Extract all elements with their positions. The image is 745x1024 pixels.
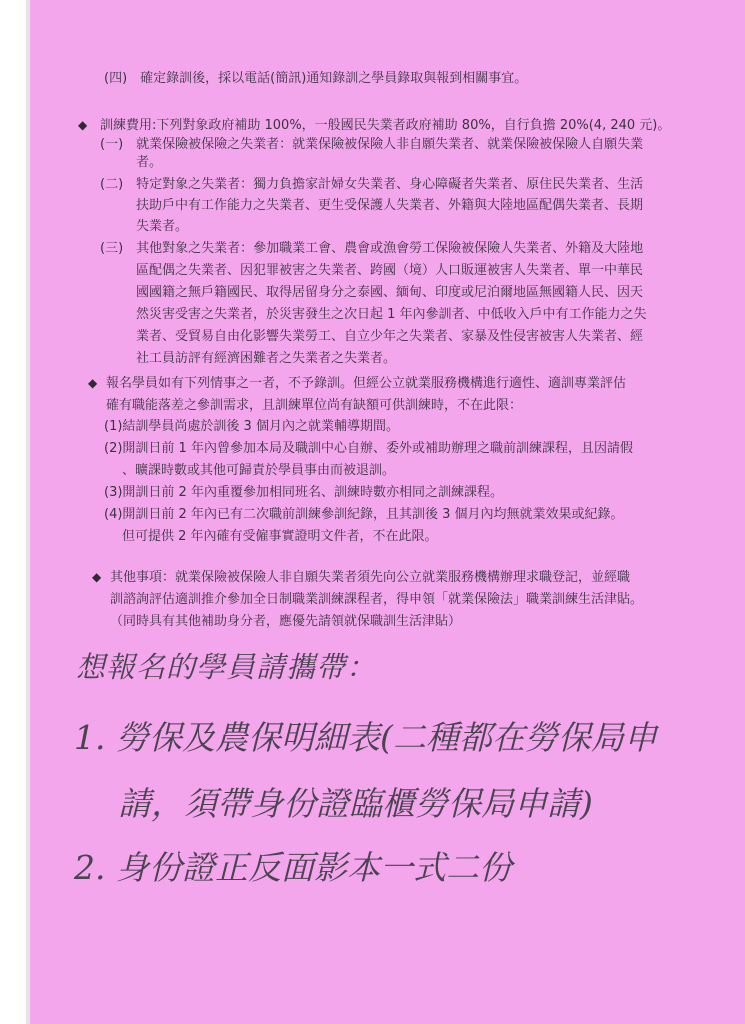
- other-line-2: 訓諮詢評估適訓推介參加全日制職業訓練課程者，得申領「就業保險法」職業訓練生活津貼。: [110, 592, 644, 607]
- fees-item-3-line-2: 區配偶之失業者、因犯罪被害之失業者、跨國（境）人口販運被害人失業者、單一中華民: [136, 263, 644, 278]
- other-line-1: 其他事項：就業保險被保險人非自願失業者須先向公立就業服務機構辦理求職登記，並經職: [110, 570, 631, 585]
- exclusions-line-2: 確有職能落差之參訓需求，且訓練單位尚有缺額可供訓練時，不在此限：: [106, 398, 523, 413]
- exclusions-line-1: 報名學員如有下列情事之一者，不予錄訓。但經公立就業服務機構進行適性、適訓專業評估: [106, 376, 627, 391]
- other-bullet-icon: ◆: [92, 570, 102, 584]
- fees-bullet-icon: ◆: [78, 118, 88, 132]
- fees-item-2-line-1: (二) 特定對象之失業者：獨力負擔家計婦女失業者、身心障礙者失業者、原住民失業者、生活: [100, 177, 644, 192]
- fees-item-2-line-2: 扶助戶中有工作能力之失業者、更生受保護人失業者、外籍與大陸地區配偶失業者、長期: [136, 198, 644, 213]
- exclusion-item-4-line-2: 但可提供 2 年內確有受僱事實證明文件者，不在此限。: [122, 529, 438, 544]
- exclusion-item-2-line-1: (2)開訓日前 1 年內曾參加本局及職訓中心自辦、委外或補助辦理之職前訓練課程，且因請假: [104, 441, 633, 456]
- other-line-3: （同時具有其他補助身分者，應優先請領就保職訓生活津貼）: [110, 614, 462, 629]
- handwritten-item-1-line-2: 請，須帶身份證臨櫃勞保局申請): [118, 784, 593, 823]
- fees-item-3-line-3: 國國籍之無戶籍國民、取得居留身分之泰國、緬甸、印度或尼泊爾地區無國籍人民、因天: [136, 285, 644, 300]
- handwritten-item-1-line-1: 1. 勞保及農保明細表(二種都在勞保局申: [74, 718, 657, 757]
- fees-item-1-line-1: (一) 就業保險被保險之失業者：就業保險被保險人非自願失業者、就業保險被保險人自願失業: [100, 137, 644, 152]
- handwritten-item-2: 2. 身份證正反面影本一式二份: [74, 848, 512, 887]
- fees-item-3-line-5: 業者、受貿易自由化影響失業勞工、自立少年之失業者、家暴及性侵害被害人失業者、經: [136, 329, 644, 344]
- fees-item-2-line-3: 失業者。: [136, 219, 189, 234]
- fees-item-3-line-4: 然災害受害之失業者，於災害發生之次日起 1 年內參訓者、中低收入戶中有工作能力之失: [136, 307, 647, 322]
- section-4-line: (四) 確定錄訓後，採以電話(簡訊)通知錄訓之學員錄取與報到相關事宜。: [104, 71, 528, 86]
- fees-heading: 訓練費用:下列對象政府補助 100%，一般國民失業者政府補助 80%，自行負擔 20%(4, 240 元)。: [100, 118, 671, 133]
- exclusion-item-2-line-2: 、曠課時數或其他可歸責於學員事由而被退訓。: [122, 463, 396, 478]
- exclusion-item-1: (1)結訓學員尚處於訓後 3 個月內之就業輔導期間。: [104, 419, 399, 434]
- exclusion-item-4-line-1: (4)開訓日前 2 年內已有二次職前訓練參訓紀錄，且其訓後 3 個月內均無就業效果或紀錄。: [104, 507, 624, 522]
- fees-item-3-line-6: 社工員訪評有經濟困難者之失業者之失業者。: [136, 351, 397, 366]
- handwritten-heading: 想報名的學員請攜帶：: [76, 650, 377, 684]
- fees-item-3-line-1: (三) 其他對象之失業者：參加職業工會、農會或漁會勞工保險被保險人失業者、外籍及大陸地: [100, 241, 644, 256]
- exclusion-item-3: (3)開訓日前 2 年內重覆參加相同班名、訓練時數亦相同之訓練課程。: [104, 485, 503, 500]
- fees-item-1-line-2: 者。: [136, 155, 163, 170]
- exclusions-bullet-icon: ◆: [88, 376, 98, 390]
